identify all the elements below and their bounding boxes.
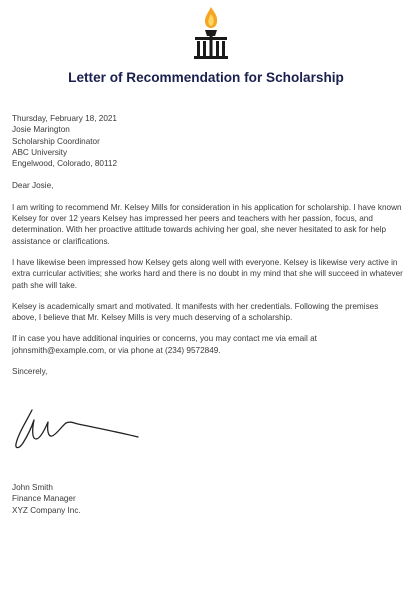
recipient-location: Engelwood, Colorado, 80112 xyxy=(12,159,117,169)
letter-body xyxy=(12,113,404,377)
signature-image xyxy=(10,402,142,452)
paragraph-3: Kelsey is academically smart and motivated. It manifests with her credentials. Following the premises above, I believe that Mr. Kelsey Mills is very much deserving of a scholarship. xyxy=(12,301,379,323)
paragraph-1: I am writing to recommend Mr. Kelsey Mills for consideration in his application for scholarship. I have known Kelsey for over 12 years Kelsey has impressed her peers and teachers with her passion, focus, and determination. With her proactive attitude towards achiving her goal, she never hesitated to ask for help assistance or clarifications. xyxy=(12,202,402,246)
salutation: Dear Josie, xyxy=(12,181,54,191)
signer-name: John Smith xyxy=(12,483,53,492)
recipient-organization: ABC University xyxy=(12,147,68,157)
recipient-block xyxy=(12,113,404,169)
paragraph-2: I have likewise been impressed how Kelsey gets along well with everyone. Kelsey is likewise very active in extra curricular activities; she works hard and there is no doubt in my mind that she will succeed in whatever path she will take. xyxy=(12,257,403,290)
recipient-position: Scholarship Coordinator xyxy=(12,136,100,146)
recipient-name: Josie Marington xyxy=(12,125,70,135)
letter-date: Thursday, February 18, 2021 xyxy=(12,114,117,123)
signer-position: Finance Manager xyxy=(12,494,76,504)
paragraph-4: If in case you have additional inquiries or concerns, you may contact me via email at johnsmith@example.com, or via phone at (234) 9572849. xyxy=(12,334,317,355)
closing: Sincerely, xyxy=(12,367,48,377)
signer-block xyxy=(12,482,81,516)
torch-pillars-icon xyxy=(191,4,231,60)
page-title: Letter of Recommendation for Scholarship xyxy=(68,70,344,85)
signer-company: XYZ Company Inc. xyxy=(12,505,81,515)
